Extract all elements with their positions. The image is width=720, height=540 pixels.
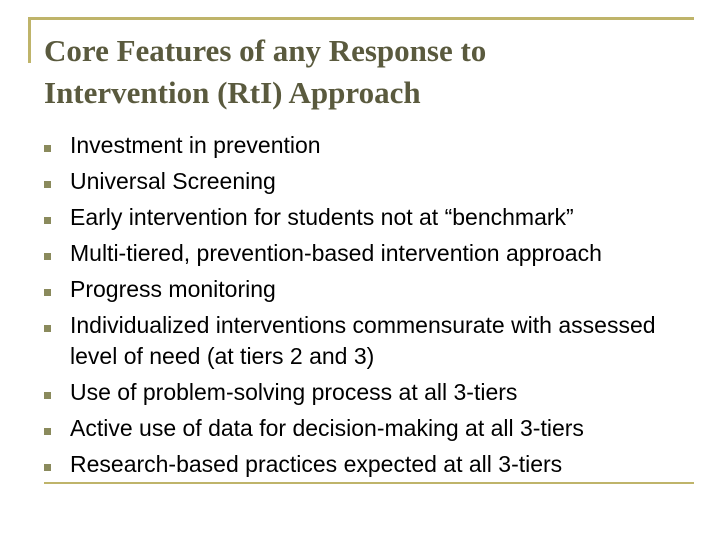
bullet-item (44, 413, 694, 444)
bullet-item (44, 130, 694, 161)
bullet-item (44, 238, 694, 269)
square-bullet-icon (44, 181, 51, 188)
slide-title-line-2: Intervention (RtI) Approach (44, 75, 421, 110)
bullet-item (44, 202, 694, 233)
square-bullet-icon (44, 428, 51, 435)
bullet-text: Use of problem-solving process at all 3-tiers (70, 379, 518, 405)
square-bullet-icon (44, 145, 51, 152)
square-bullet-icon (44, 464, 51, 471)
left-rule (28, 17, 31, 63)
bullet-list (44, 130, 694, 485)
bullet-item (44, 274, 694, 305)
bullet-item (44, 166, 694, 197)
bullet-text: Research-based practices expected at all 3-tiers (70, 451, 563, 477)
bullet-item (44, 310, 694, 372)
square-bullet-icon (44, 253, 51, 260)
bullet-text: Investment in prevention (70, 132, 321, 158)
top-rule (28, 17, 694, 20)
square-bullet-icon (44, 217, 51, 224)
bullet-item (44, 449, 694, 480)
bottom-rule (44, 482, 694, 484)
bullet-text: Individualized interventions commensurate with assessed level of need (at tiers 2 and 3) (70, 312, 656, 369)
bullet-text: Early intervention for students not at “benchmark” (70, 204, 574, 230)
square-bullet-icon (44, 392, 51, 399)
slide-title (44, 30, 684, 114)
bullet-text: Universal Screening (70, 168, 276, 194)
bullet-text: Active use of data for decision-making at all 3-tiers (70, 415, 584, 441)
bullet-text: Multi-tiered, prevention-based intervention approach (70, 240, 602, 266)
square-bullet-icon (44, 325, 51, 332)
bullet-item (44, 377, 694, 408)
slide-title-line-1: Core Features of any Response to (44, 33, 487, 68)
bullet-text: Progress monitoring (70, 276, 276, 302)
square-bullet-icon (44, 289, 51, 296)
